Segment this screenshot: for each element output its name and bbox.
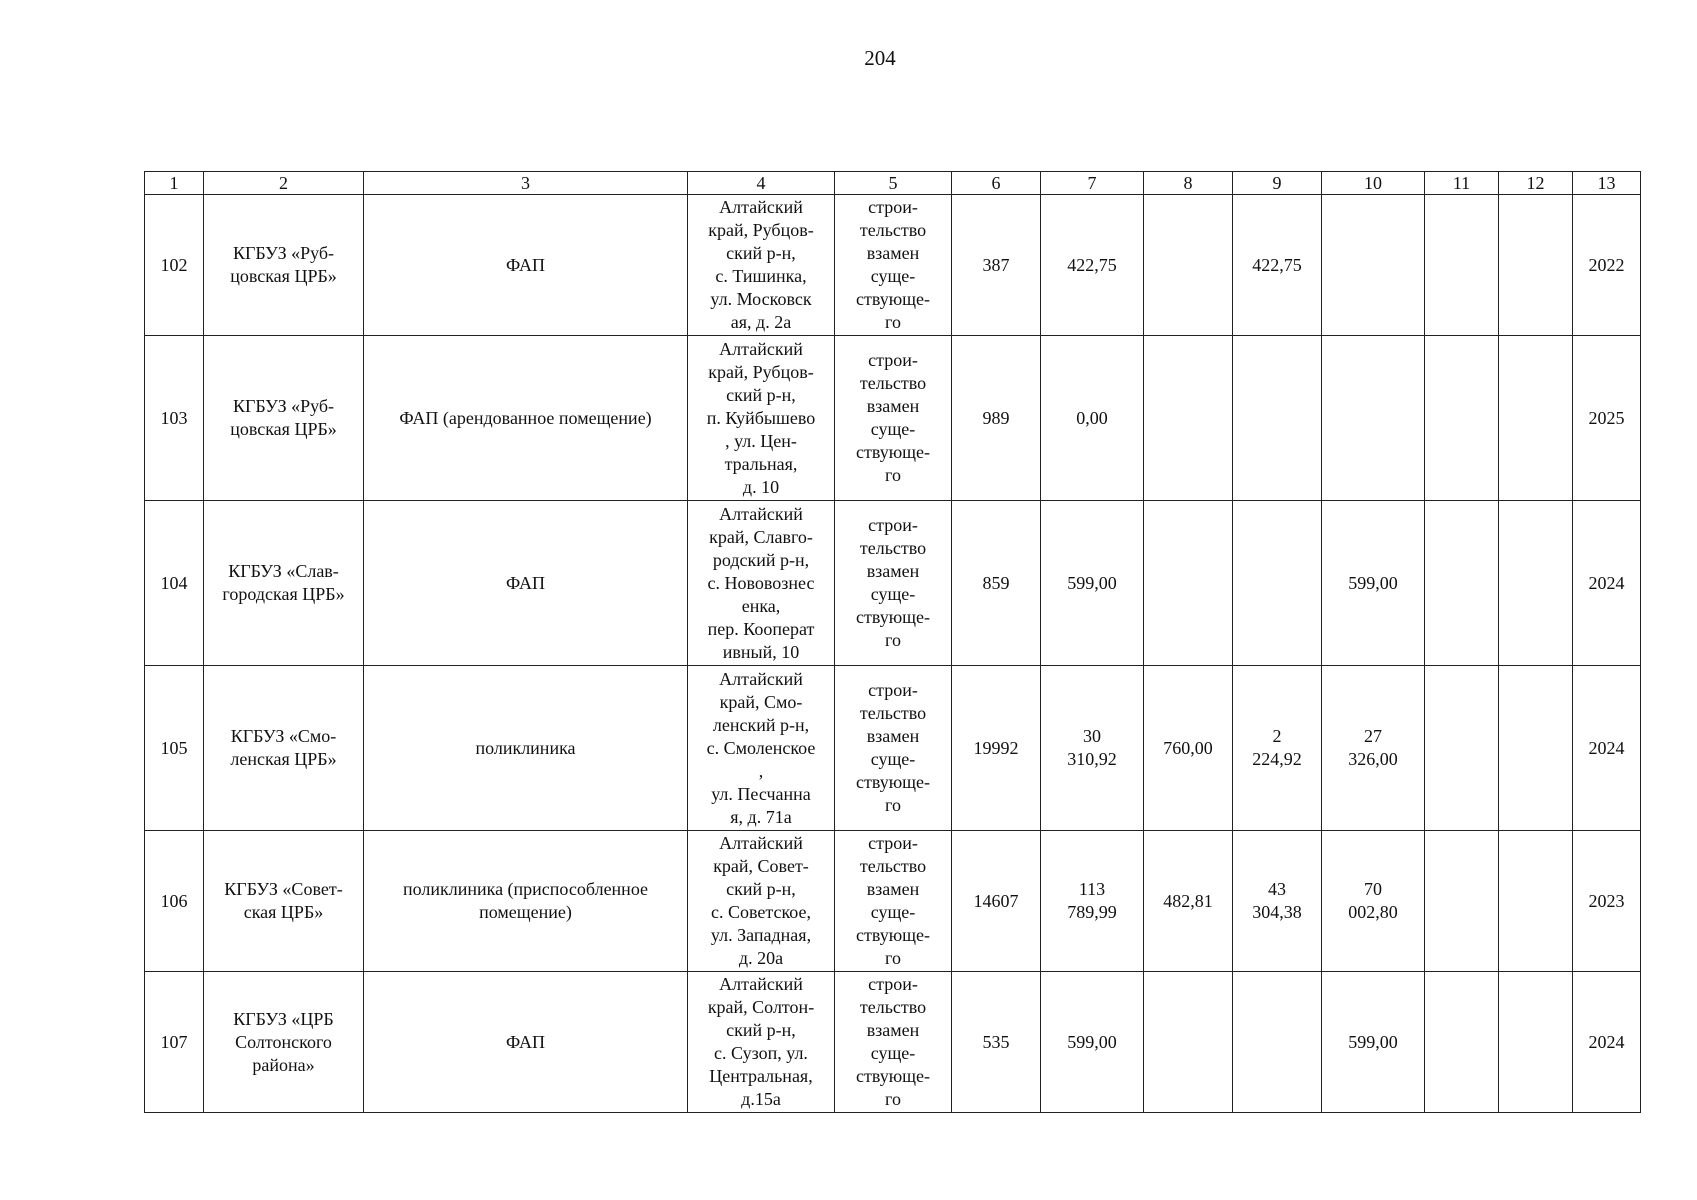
col11-cell [1425,195,1499,336]
col12-cell [1499,195,1573,336]
object-cell: ФАП [364,972,688,1113]
col12-cell [1499,336,1573,501]
header-cell: 4 [688,172,835,195]
header-cell: 5 [835,172,952,195]
row-number: 103 [145,336,204,501]
col7-cell: 113 789,99 [1041,831,1144,972]
header-cell: 12 [1499,172,1573,195]
col6-cell: 989 [952,336,1041,501]
work-type-cell: строи- тельство взамен суще- ствующе- го [835,336,952,501]
col8-cell [1144,195,1233,336]
col9-cell [1233,501,1322,666]
organization-cell: КГБУЗ «Руб- цовская ЦРБ» [204,195,364,336]
header-cell: 13 [1573,172,1641,195]
col8-cell [1144,336,1233,501]
col9-cell [1233,972,1322,1113]
header-cell: 8 [1144,172,1233,195]
col7-cell: 0,00 [1041,336,1144,501]
header-cell: 3 [364,172,688,195]
col6-cell: 859 [952,501,1041,666]
col9-cell: 2 224,92 [1233,666,1322,831]
header-cell: 6 [952,172,1041,195]
header-row [145,172,1641,195]
organization-cell: КГБУЗ «Слав- городская ЦРБ» [204,501,364,666]
page-number: 204 [864,46,896,70]
work-type-cell: строи- тельство взамен суще- ствующе- го [835,195,952,336]
col12-cell [1499,501,1573,666]
col10-cell: 599,00 [1322,501,1425,666]
col11-cell [1425,501,1499,666]
year-cell: 2024 [1573,972,1641,1113]
year-cell: 2022 [1573,195,1641,336]
address-cell: Алтайский край, Солтон- ский р-н, с. Сузоп, ул. Центральная, д.15а [688,972,835,1113]
object-cell: поликлиника (приспособленное помещение) [364,831,688,972]
object-cell: ФАП [364,501,688,666]
col10-cell [1322,336,1425,501]
col6-cell: 19992 [952,666,1041,831]
organization-cell: КГБУЗ «ЦРБ Солтонского района» [204,972,364,1113]
col6-cell: 387 [952,195,1041,336]
work-type-cell: строи- тельство взамен суще- ствующе- го [835,501,952,666]
year-cell: 2024 [1573,501,1641,666]
col12-cell [1499,972,1573,1113]
header-cell: 11 [1425,172,1499,195]
work-type-cell: строи- тельство взамен суще- ствующе- го [835,831,952,972]
organization-cell: КГБУЗ «Руб- цовская ЦРБ» [204,336,364,501]
address-cell: Алтайский край, Рубцов- ский р-н, п. Куйбышево , ул. Цен- тральная, д. 10 [688,336,835,501]
col6-cell: 14607 [952,831,1041,972]
col10-cell: 599,00 [1322,972,1425,1113]
row-number: 104 [145,501,204,666]
row-number: 102 [145,195,204,336]
year-cell: 2024 [1573,666,1641,831]
col10-cell: 27 326,00 [1322,666,1425,831]
col9-cell: 422,75 [1233,195,1322,336]
row-number: 106 [145,831,204,972]
col11-cell [1425,666,1499,831]
address-cell: Алтайский край, Смо- ленский р-н, с. Смоленское , ул. Песчанна я, д. 71а [688,666,835,831]
table-row [145,501,1641,666]
header-cell: 1 [145,172,204,195]
object-cell: ФАП (арендованное помещение) [364,336,688,501]
object-cell: ФАП [364,195,688,336]
col10-cell [1322,195,1425,336]
col8-cell: 760,00 [1144,666,1233,831]
header-cell: 7 [1041,172,1144,195]
row-number: 107 [145,972,204,1113]
col7-cell: 422,75 [1041,195,1144,336]
header-cell: 2 [204,172,364,195]
table-row [145,831,1641,972]
object-cell: поликлиника [364,666,688,831]
work-type-cell: строи- тельство взамен суще- ствующе- го [835,666,952,831]
col7-cell: 30 310,92 [1041,666,1144,831]
address-cell: Алтайский край, Совет- ский р-н, с. Советское, ул. Западная, д. 20а [688,831,835,972]
header-cell: 10 [1322,172,1425,195]
organization-cell: КГБУЗ «Смо- ленская ЦРБ» [204,666,364,831]
col6-cell: 535 [952,972,1041,1113]
year-cell: 2025 [1573,336,1641,501]
col8-cell: 482,81 [1144,831,1233,972]
table-row [145,195,1641,336]
table-row [145,972,1641,1113]
col11-cell [1425,831,1499,972]
address-cell: Алтайский край, Славго- родский р-н, с. Нововознес енка, пер. Кооперат ивный, 10 [688,501,835,666]
year-cell: 2023 [1573,831,1641,972]
col10-cell: 70 002,80 [1322,831,1425,972]
col11-cell [1425,972,1499,1113]
data-table [144,171,1641,1113]
col12-cell [1499,831,1573,972]
col8-cell [1144,501,1233,666]
table-row [145,336,1641,501]
col9-cell [1233,336,1322,501]
address-cell: Алтайский край, Рубцов- ский р-н, с. Тишинка, ул. Московск ая, д. 2а [688,195,835,336]
col11-cell [1425,336,1499,501]
table-row [145,666,1641,831]
work-type-cell: строи- тельство взамен суще- ствующе- го [835,972,952,1113]
organization-cell: КГБУЗ «Совет- ская ЦРБ» [204,831,364,972]
header-cell: 9 [1233,172,1322,195]
col8-cell [1144,972,1233,1113]
col7-cell: 599,00 [1041,501,1144,666]
col12-cell [1499,666,1573,831]
col9-cell: 43 304,38 [1233,831,1322,972]
col7-cell: 599,00 [1041,972,1144,1113]
row-number: 105 [145,666,204,831]
